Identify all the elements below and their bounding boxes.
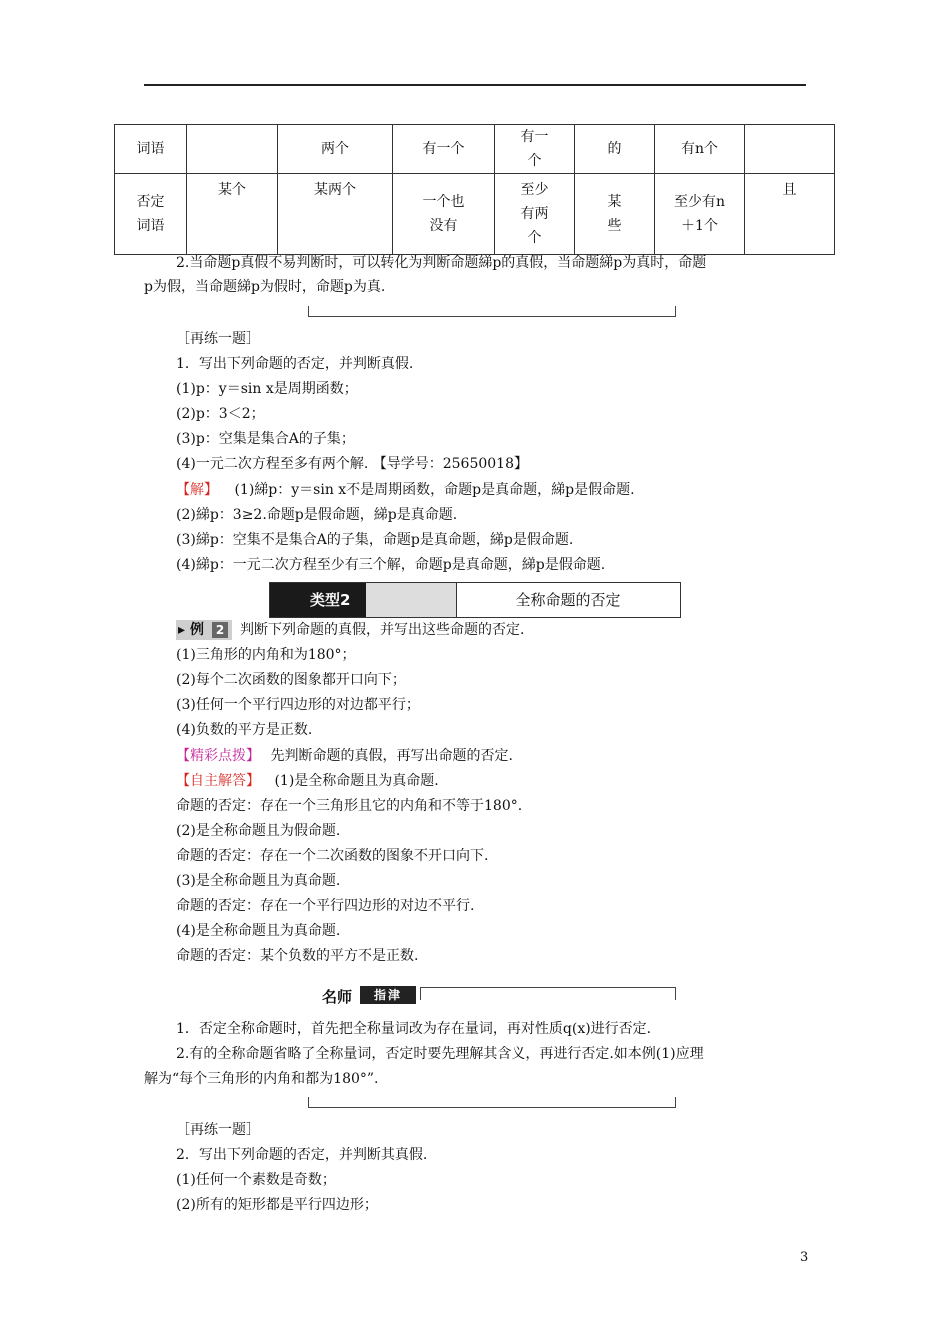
table-cell: 某些 xyxy=(575,174,655,255)
table-cell: 有一个 xyxy=(495,125,575,174)
table-row xyxy=(115,174,835,255)
table-cell: 两个 xyxy=(278,125,393,174)
answer-line: 命题的否定：存在一个平行四边形的对边不平行. xyxy=(176,898,475,914)
table-cell: 某个 xyxy=(187,174,278,255)
page-number: 3 xyxy=(800,1250,809,1265)
list-item: (2)p：3＜2； xyxy=(176,406,265,422)
list-item: (4)一元二次方程至多有两个解. 【导学号：25650018】 xyxy=(176,456,528,472)
answer-label: 【自主解答】 xyxy=(176,773,260,789)
answer-text: (1)是全称命题且为真命题. xyxy=(274,773,439,789)
list-item: (1)p：y＝sin x是周期函数； xyxy=(176,381,358,397)
solution-line: (3)綈p：空集不是集合A的子集，命题p是真命题，綈p是假命题. xyxy=(176,532,574,548)
section-bracket-top xyxy=(420,987,676,1000)
table-cell xyxy=(187,125,278,174)
table-cell: 有n个 xyxy=(655,125,745,174)
solution-text: (1)綈p：y＝sin x不是周期函数，命题p是真命题，綈p是假命题. xyxy=(234,482,635,498)
list-item: (3)任何一个平行四边形的对边都平行； xyxy=(176,697,420,713)
solution-line: (2)綈p：3≥2.命题p是假命题，綈p是真命题. xyxy=(176,507,458,523)
answer-line: (2)是全称命题且为假命题. xyxy=(176,823,341,839)
teacher-title: 名师 xyxy=(322,988,353,1006)
question: 1．写出下列命题的否定，并判断真假. xyxy=(176,356,414,372)
table-cell: 否定词语 xyxy=(115,174,187,255)
section-bracket xyxy=(308,1097,676,1108)
type-tag-shade xyxy=(366,583,456,617)
example-label xyxy=(176,620,232,640)
answer-line: 命题的否定：存在一个三角形且它的内角和不等于180°. xyxy=(176,798,523,814)
table-cell: 一个也没有 xyxy=(393,174,495,255)
hint-text: 先判断命题的真假，再写出命题的否定. xyxy=(270,748,513,764)
table-cell: 至少有n＋1个 xyxy=(655,174,745,255)
hint-label: 【精彩点拨】 xyxy=(176,748,260,764)
type-title: 全称命题的否定 xyxy=(515,591,621,609)
solution-line: (4)綈p：一元二次方程至少有三个解，命题p是真命题，綈p是假命题. xyxy=(176,557,606,573)
list-item: (3)p：空集是集合A的子集； xyxy=(176,431,355,447)
table-cell: 词语 xyxy=(115,125,187,174)
teacher-badge: 指津 xyxy=(360,986,416,1004)
list-item: (4)负数的平方是正数. xyxy=(176,722,313,738)
header-rule xyxy=(144,84,806,86)
answer-line: 命题的否定：某个负数的平方不是正数. xyxy=(176,948,419,964)
list-item: (1)三角形的内角和为180°； xyxy=(176,647,356,663)
question: 2．写出下列命题的否定，并判断其真假. xyxy=(176,1147,428,1163)
example-stem: 判断下列命题的真假，并写出这些命题的否定. xyxy=(240,622,525,638)
list-item: (2)所有的矩形都是平行四边形； xyxy=(176,1197,378,1213)
table-cell: 某两个 xyxy=(278,174,393,255)
table-cell: 的 xyxy=(575,125,655,174)
type-tag: 类型2 xyxy=(270,583,366,617)
answer-line: (4)是全称命题且为真命题. xyxy=(176,923,341,939)
hint-line xyxy=(176,746,513,766)
triangle-marker-icon: ▸ xyxy=(178,622,186,638)
example-word: 例 xyxy=(190,622,204,638)
tip-line: 解为“每个三角形的内角和都为180°”. xyxy=(144,1071,379,1087)
table-cell: 有一个 xyxy=(393,125,495,174)
teacher-tips-heading xyxy=(322,984,422,1006)
answer-line xyxy=(176,771,439,791)
table-cell xyxy=(745,125,835,174)
paragraph-line: p为假，当命题綈p为假时，命题p为真. xyxy=(144,279,386,295)
example-number: 2 xyxy=(212,622,228,638)
answer-line: (3)是全称命题且为真命题. xyxy=(176,873,341,889)
paragraph-line: 2.当命题p真假不易判断时，可以转化为判断命题綈p的真假，当命题綈p为真时，命题 xyxy=(176,255,707,271)
quantifier-table xyxy=(114,124,835,255)
list-item: (2)每个二次函数的图象都开口向下； xyxy=(176,672,406,688)
tip-line: 2.有的全称命题省略了全称量词，否定时要先理解其含义，再进行否定.如本例(1)应理 xyxy=(176,1046,704,1062)
tip-line: 1．否定全称命题时，首先把全称量词改为存在量词，再对性质q(x)进行否定. xyxy=(176,1021,652,1037)
table-cell: 且 xyxy=(745,174,835,255)
table-cell: 至少有两个 xyxy=(495,174,575,255)
answer-line: 命题的否定：存在一个二次函数的图象不开口向下. xyxy=(176,848,489,864)
solution-label: 【解】 xyxy=(176,482,218,498)
type-heading-box xyxy=(269,582,681,618)
practice-header: ［再练一题］ xyxy=(176,1122,260,1138)
section-bracket xyxy=(308,306,676,317)
solution-line xyxy=(176,480,635,500)
list-item: (1)任何一个素数是奇数； xyxy=(176,1172,336,1188)
table-row xyxy=(115,125,835,174)
practice-header: ［再练一题］ xyxy=(176,331,260,347)
